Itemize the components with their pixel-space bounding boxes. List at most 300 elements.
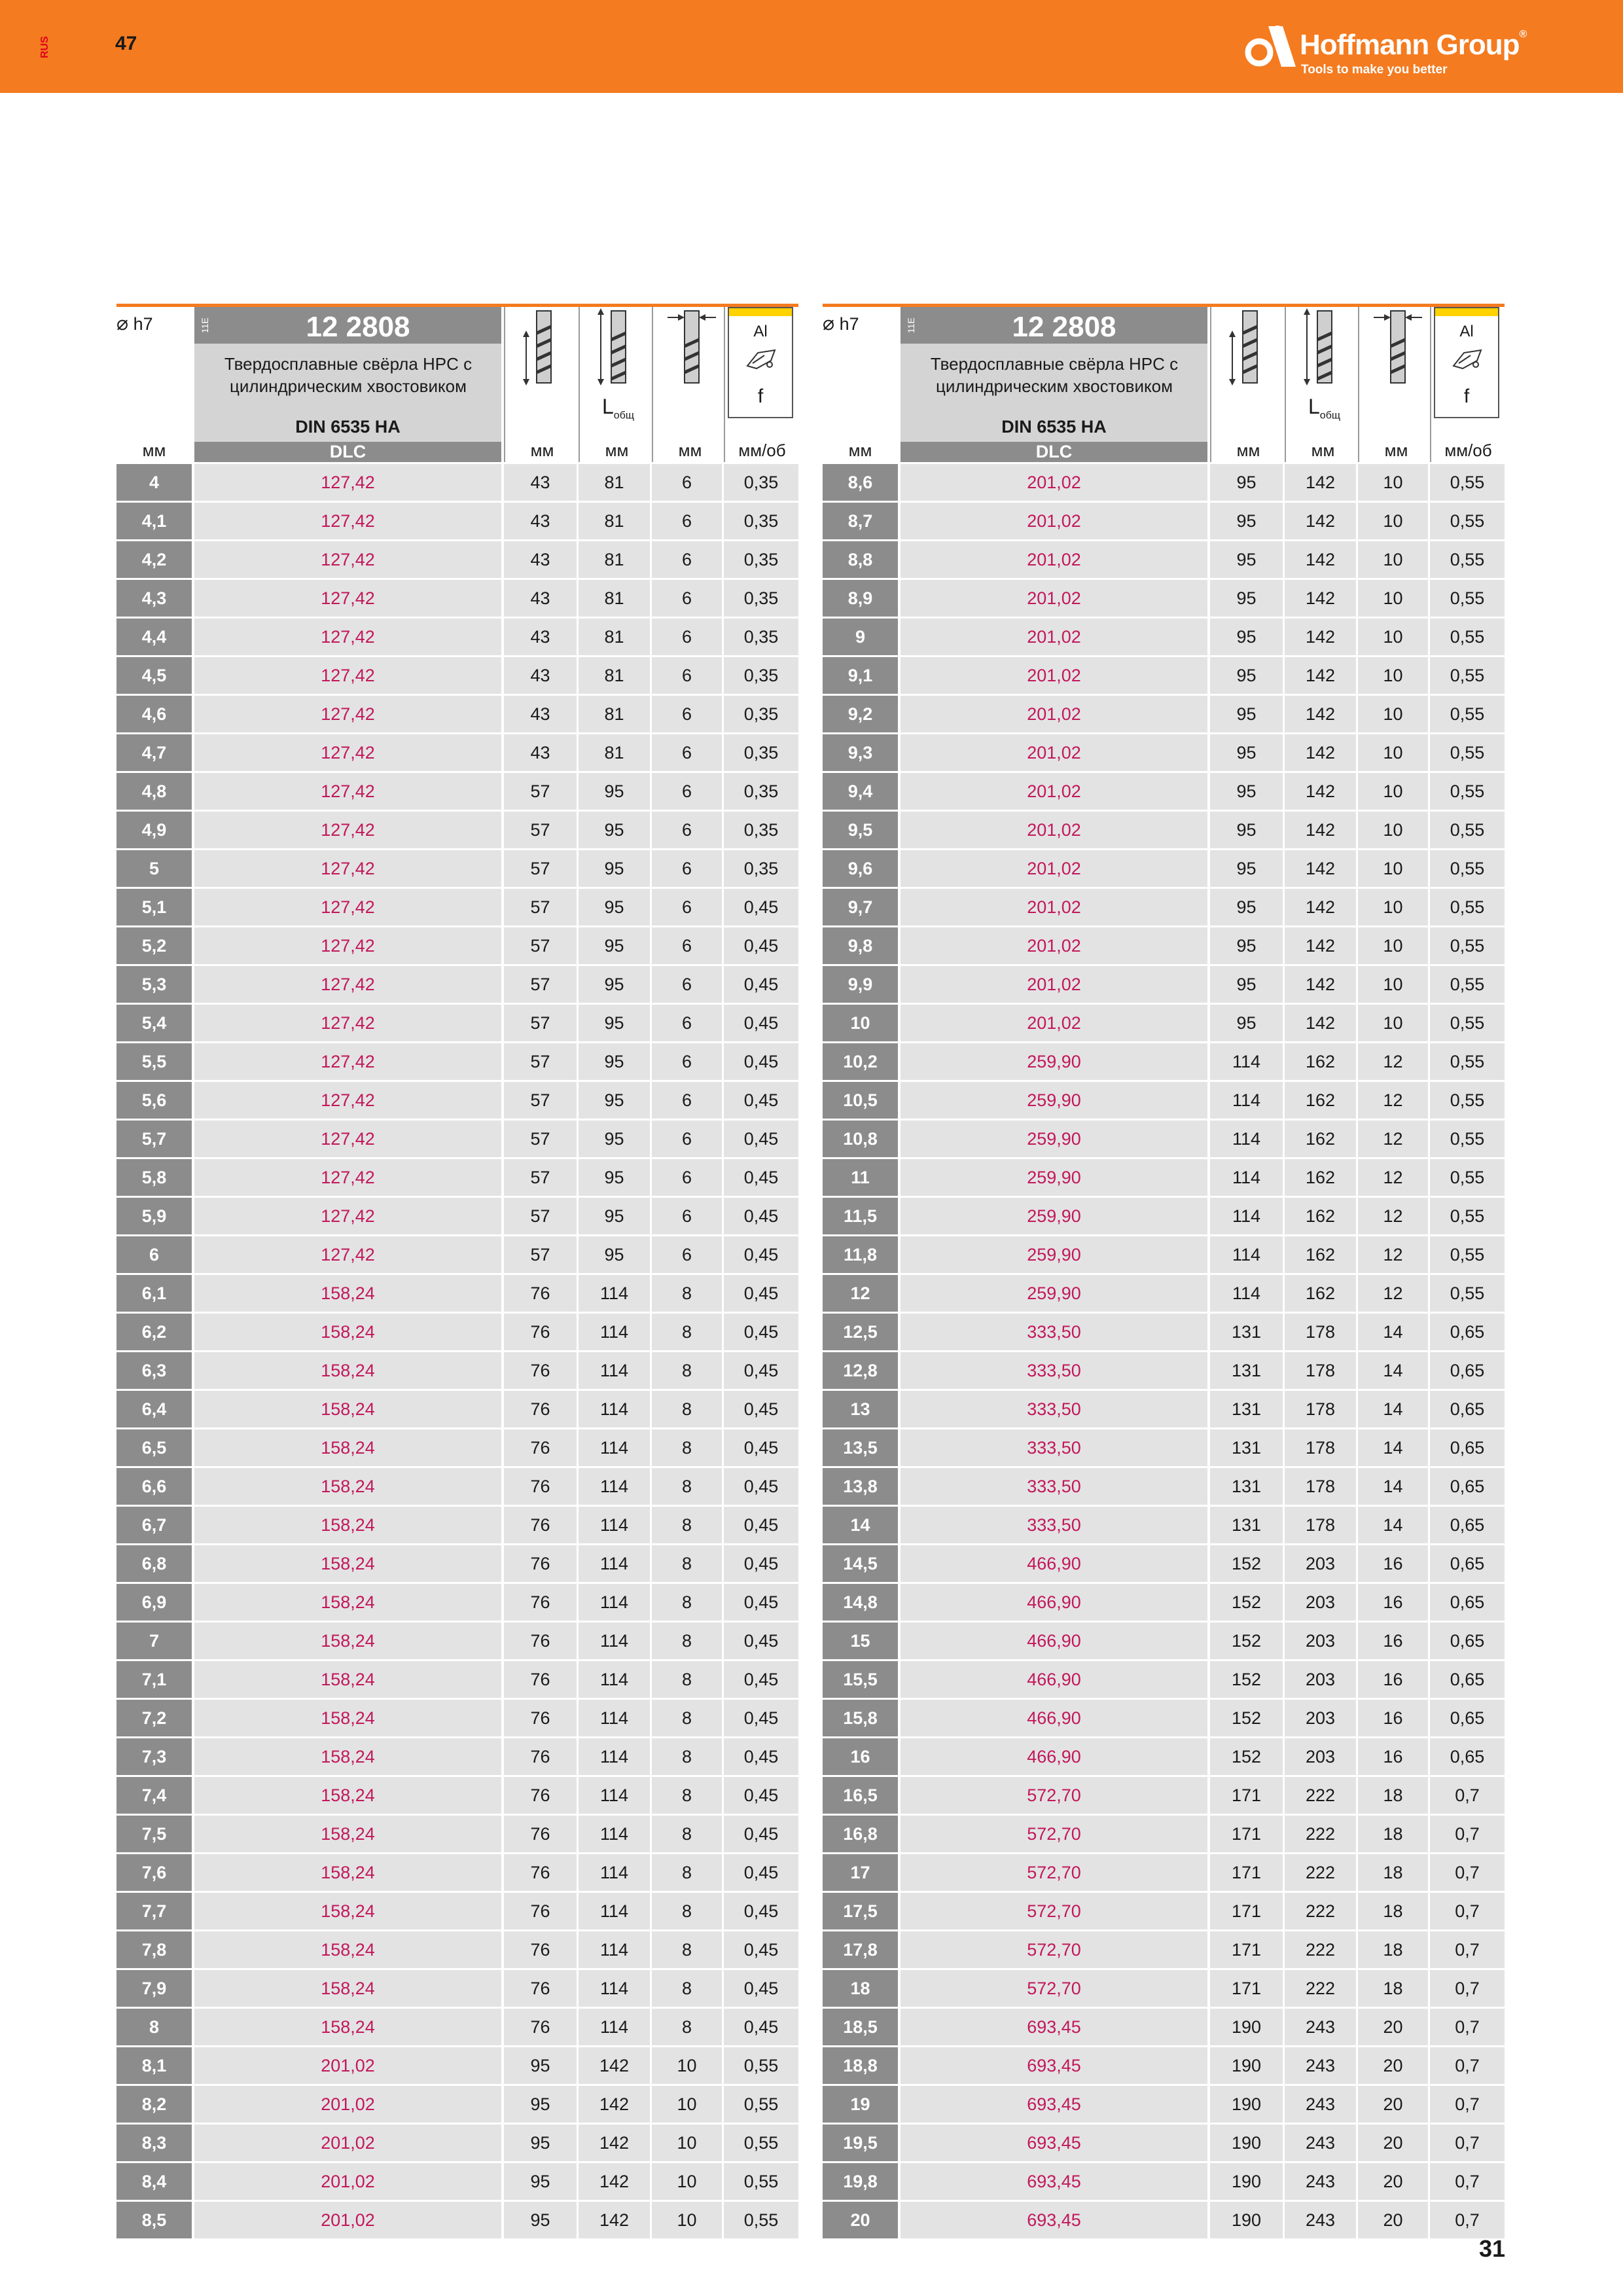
shank-diameter-cell: 8: [652, 1584, 722, 1621]
flute-length-cell: 190: [1210, 2202, 1283, 2238]
diameter-cell: 17: [823, 1854, 898, 1891]
total-length-cell: 243: [1285, 2009, 1356, 2045]
diameter-cell: 14,8: [823, 1584, 898, 1621]
table-row: [116, 1621, 798, 1659]
shank-diameter-cell: 10: [1358, 1005, 1428, 1041]
price-cell[interactable]: 201,02: [901, 927, 1207, 964]
price-cell[interactable]: 127,42: [194, 1082, 501, 1119]
shank-diameter-cell: 10: [1358, 812, 1428, 848]
feed-cell: 0,55: [1430, 1275, 1505, 1312]
price-cell[interactable]: 333,50: [901, 1314, 1207, 1350]
feed-cell: 0,45: [724, 1236, 798, 1273]
diameter-column-header: [116, 307, 192, 462]
price-cell[interactable]: 201,02: [194, 2163, 501, 2200]
flute-length-cell: 57: [504, 1198, 577, 1234]
price-cell[interactable]: 127,42: [194, 1159, 501, 1196]
table-row: [823, 2045, 1505, 2084]
feed-cell: 0,65: [1430, 1507, 1505, 1543]
total-length-cell: 95: [579, 1005, 650, 1041]
table-row: [116, 1350, 798, 1389]
price-cell[interactable]: 333,50: [901, 1468, 1207, 1505]
price-cell[interactable]: 259,90: [901, 1198, 1207, 1234]
diameter-cell: 8,5: [116, 2202, 192, 2238]
diameter-cell: 6,3: [116, 1352, 192, 1389]
total-length-cell: 81: [579, 734, 650, 771]
price-cell[interactable]: 158,24: [194, 2009, 501, 2045]
diameter-cell: 8,4: [116, 2163, 192, 2200]
diameter-cell: 18: [823, 1970, 898, 2007]
price-cell[interactable]: 127,42: [194, 734, 501, 771]
unit-label: мм: [848, 440, 872, 460]
table-row: [823, 925, 1505, 964]
flute-length-cell: 95: [1210, 850, 1283, 887]
table-row: [823, 2200, 1505, 2238]
price-cell[interactable]: 158,24: [194, 1468, 501, 1505]
price-cell[interactable]: 127,42: [194, 619, 501, 655]
price-cell[interactable]: 572,70: [901, 1931, 1207, 1968]
total-length-cell: 162: [1285, 1043, 1356, 1080]
feed-cell: 0,7: [1430, 2202, 1505, 2238]
feed-cell: 0,45: [724, 1970, 798, 2007]
price-cell[interactable]: 333,50: [901, 1507, 1207, 1543]
price-cell[interactable]: 333,50: [901, 1429, 1207, 1466]
shank-diameter-cell: 6: [652, 1005, 722, 1041]
shank-diameter-cell: 8: [652, 1391, 722, 1427]
price-cell[interactable]: 158,24: [194, 1352, 501, 1389]
unit-label: мм: [1384, 440, 1408, 460]
drill-flute-length-icon: [517, 307, 569, 405]
flute-length-cell: 43: [504, 580, 577, 617]
price-cell[interactable]: 127,42: [194, 657, 501, 694]
feed-cell: 0,45: [724, 1468, 798, 1505]
price-cell[interactable]: 693,45: [901, 2009, 1207, 2045]
total-length-cell: 114: [579, 1700, 650, 1736]
feed-cell: 0,45: [724, 1507, 798, 1543]
unit-label: мм: [1236, 440, 1260, 460]
diameter-cell: 4,8: [116, 773, 192, 810]
diameter-cell: 4,6: [116, 696, 192, 732]
table-row: [823, 1891, 1505, 1929]
price-cell[interactable]: 201,02: [901, 734, 1207, 771]
price-cell[interactable]: 201,02: [194, 2047, 501, 2084]
feed-cell: 0,55: [724, 2125, 798, 2161]
feed-cell: 0,45: [724, 966, 798, 1003]
flute-length-cell: 76: [504, 1661, 577, 1698]
price-cell[interactable]: 693,45: [901, 2086, 1207, 2123]
table-row: [823, 2123, 1505, 2161]
feed-cell: 0,65: [1430, 1584, 1505, 1621]
article-number: 12 2808: [306, 311, 410, 343]
flute-length-cell: 131: [1210, 1391, 1283, 1427]
diameter-cell: 8,9: [823, 580, 898, 617]
shank-diameter-cell: 16: [1358, 1545, 1428, 1582]
flute-length-cell: 43: [504, 734, 577, 771]
table-row: [116, 1157, 798, 1196]
table-row: [116, 810, 798, 848]
price-cell[interactable]: 158,24: [194, 1275, 501, 1312]
total-length-cell: 114: [579, 1545, 650, 1582]
price-cell[interactable]: 127,42: [194, 966, 501, 1003]
price-cell[interactable]: 201,02: [901, 580, 1207, 617]
total-length-cell: 142: [1285, 657, 1356, 694]
price-cell[interactable]: 127,42: [194, 1236, 501, 1273]
diameter-cell: 5,7: [116, 1121, 192, 1157]
price-cell[interactable]: 201,02: [901, 541, 1207, 578]
shank-diameter-cell: 10: [652, 2202, 722, 2238]
feed-cell: 0,45: [724, 1777, 798, 1814]
feed-column-header: [724, 307, 798, 462]
price-cell[interactable]: 201,02: [901, 696, 1207, 732]
feed-cell: 0,7: [1430, 2047, 1505, 2084]
feed-cell: 0,55: [724, 2086, 798, 2123]
flute-length-cell: 76: [504, 1970, 577, 2007]
price-cell[interactable]: 201,02: [901, 850, 1207, 887]
price-cell[interactable]: 572,70: [901, 1854, 1207, 1891]
brand-tagline: Tools to make you better: [1301, 63, 1448, 77]
flute-length-cell: 76: [504, 1468, 577, 1505]
flute-length-cell: 57: [504, 966, 577, 1003]
price-cell[interactable]: 259,90: [901, 1236, 1207, 1273]
flute-length-cell: 57: [504, 1121, 577, 1157]
coolant-chip-icon: [1451, 346, 1484, 372]
diameter-cell: 5,5: [116, 1043, 192, 1080]
shank-diameter-cell: 16: [1358, 1661, 1428, 1698]
feed-cell: 0,7: [1430, 1970, 1505, 2007]
total-length-cell: 81: [579, 619, 650, 655]
price-cell[interactable]: 333,50: [901, 1391, 1207, 1427]
price-cell[interactable]: 572,70: [901, 1816, 1207, 1852]
price-cell[interactable]: 127,42: [194, 1121, 501, 1157]
total-length-cell: 243: [1285, 2047, 1356, 2084]
total-length-cell: 142: [1285, 966, 1356, 1003]
flute-length-cell: 152: [1210, 1584, 1283, 1621]
price-cell[interactable]: 158,24: [194, 1507, 501, 1543]
diameter-cell: 8,6: [823, 464, 898, 501]
price-cell[interactable]: 572,70: [901, 1893, 1207, 1929]
price-cell[interactable]: 158,24: [194, 1816, 501, 1852]
shank-diameter-cell: 8: [652, 1545, 722, 1582]
price-cell[interactable]: 693,45: [901, 2047, 1207, 2084]
table-row: [823, 1157, 1505, 1196]
table-row: [116, 1968, 798, 2007]
table-row: [116, 1505, 798, 1543]
price-cell[interactable]: 127,42: [194, 541, 501, 578]
price-cell[interactable]: 693,45: [901, 2163, 1207, 2200]
diameter-cell: 4,3: [116, 580, 192, 617]
diameter-cell: 5,9: [116, 1198, 192, 1234]
table-body: [823, 462, 1505, 2238]
price-cell[interactable]: 201,02: [194, 2202, 501, 2238]
diameter-cell: 15,5: [823, 1661, 898, 1698]
price-cell[interactable]: 201,02: [901, 1005, 1207, 1041]
flute-length-cell: 171: [1210, 1816, 1283, 1852]
price-cell[interactable]: 158,24: [194, 1391, 501, 1427]
diameter-cell: 9,9: [823, 966, 898, 1003]
total-length-cell: 203: [1285, 1623, 1356, 1659]
total-length-cell: 114: [579, 1777, 650, 1814]
price-cell[interactable]: 466,90: [901, 1545, 1207, 1582]
feed-cell: 0,55: [1430, 1236, 1505, 1273]
total-length-cell: 162: [1285, 1198, 1356, 1234]
flute-length-cell: 95: [1210, 464, 1283, 501]
table-row: [116, 1736, 798, 1775]
price-cell[interactable]: 201,02: [901, 464, 1207, 501]
feed-cell: 0,55: [1430, 850, 1505, 887]
table-row: [116, 1814, 798, 1852]
total-length-label: L: [602, 395, 614, 418]
table-row: [823, 732, 1505, 771]
price-cell[interactable]: 201,02: [194, 2125, 501, 2161]
feed-cell: 0,35: [724, 696, 798, 732]
table-row: [116, 2045, 798, 2084]
price-cell[interactable]: 127,42: [194, 927, 501, 964]
price-cell[interactable]: 466,90: [901, 1738, 1207, 1775]
diameter-symbol: ⌀: [823, 313, 835, 334]
feed-cell: 0,45: [724, 1121, 798, 1157]
price-cell[interactable]: 466,90: [901, 1623, 1207, 1659]
table-row: [116, 694, 798, 732]
price-cell[interactable]: 127,42: [194, 773, 501, 810]
shank-diameter-cell: 10: [652, 2086, 722, 2123]
price-cell[interactable]: 127,42: [194, 889, 501, 925]
diameter-cell: 5: [116, 850, 192, 887]
price-cell[interactable]: 572,70: [901, 1777, 1207, 1814]
flute-length-cell: 114: [1210, 1198, 1283, 1234]
feed-label: f: [757, 386, 764, 407]
price-cell[interactable]: 127,42: [194, 812, 501, 848]
feed-cell: 0,35: [724, 503, 798, 539]
shank-diameter-cell: 20: [1358, 2009, 1428, 2045]
flute-length-cell: 171: [1210, 1970, 1283, 2007]
table-row: [823, 848, 1505, 887]
price-cell[interactable]: 259,90: [901, 1121, 1207, 1157]
price-cell[interactable]: 333,50: [901, 1352, 1207, 1389]
table-row: [823, 1312, 1505, 1350]
total-length-cell: 95: [579, 966, 650, 1003]
flute-length-cell: 171: [1210, 1931, 1283, 1968]
table-row: [823, 1775, 1505, 1814]
flute-length-cell: 95: [1210, 889, 1283, 925]
price-cell[interactable]: 572,70: [901, 1970, 1207, 2007]
shank-diameter-cell: 8: [652, 1623, 722, 1659]
table-row: [116, 848, 798, 887]
shank-diameter-cell: 18: [1358, 1931, 1428, 1968]
price-cell[interactable]: 158,24: [194, 1700, 501, 1736]
table-row: [823, 462, 1505, 501]
table-row: [823, 964, 1505, 1003]
shank-diameter-cell: 6: [652, 541, 722, 578]
price-cell[interactable]: 158,24: [194, 1893, 501, 1929]
flute-length-cell: 190: [1210, 2125, 1283, 2161]
shank-diameter-cell: 6: [652, 773, 722, 810]
feed-cell: 0,35: [724, 619, 798, 655]
total-length-cell: 81: [579, 464, 650, 501]
diameter-cell: 9,7: [823, 889, 898, 925]
flute-length-cell: 95: [1210, 812, 1283, 848]
flute-length-cell: 95: [1210, 619, 1283, 655]
flute-length-cell: 76: [504, 1700, 577, 1736]
series-code: 11E: [200, 317, 210, 333]
shank-diameter-cell: 14: [1358, 1391, 1428, 1427]
feed-cell: 0,65: [1430, 1700, 1505, 1736]
diameter-symbol: ⌀: [116, 313, 129, 334]
shank-diameter-cell: 8: [652, 1429, 722, 1466]
table-row: [116, 1196, 798, 1234]
diameter-cell: 5,6: [116, 1082, 192, 1119]
price-cell[interactable]: 201,02: [901, 773, 1207, 810]
product-description: Твердосплавные свёрла HPC с цилиндрическим хвостовиком: [224, 354, 473, 396]
flute-length-cell: 57: [504, 927, 577, 964]
diameter-cell: 8: [116, 2009, 192, 2045]
total-length-cell: 142: [1285, 812, 1356, 848]
shank-diameter-cell: 10: [1358, 580, 1428, 617]
price-cell[interactable]: 466,90: [901, 1661, 1207, 1698]
shank-diameter-cell: 6: [652, 812, 722, 848]
flute-length-cell: 190: [1210, 2163, 1283, 2200]
total-length-cell: 142: [1285, 850, 1356, 887]
table-row: [116, 1427, 798, 1466]
feed-cell: 0,35: [724, 464, 798, 501]
table-row: [116, 1775, 798, 1814]
total-length-cell: 81: [579, 580, 650, 617]
flute-length-cell: 95: [504, 2163, 577, 2200]
price-cell[interactable]: 127,42: [194, 1043, 501, 1080]
feed-cell: 0,45: [724, 1700, 798, 1736]
table-row: [116, 1119, 798, 1157]
total-length-cell: 222: [1285, 1931, 1356, 1968]
feed-cell: 0,45: [724, 1816, 798, 1852]
diameter-cell: 5,3: [116, 966, 192, 1003]
price-cell[interactable]: 158,24: [194, 1661, 501, 1698]
table-row: [823, 1621, 1505, 1659]
price-cell[interactable]: 158,24: [194, 1931, 501, 1968]
shank-diameter-cell: 20: [1358, 2125, 1428, 2161]
total-length-cell: 114: [579, 1738, 650, 1775]
flute-length-cell: 114: [1210, 1159, 1283, 1196]
table-row: [116, 732, 798, 771]
flute-length-cell: 76: [504, 1275, 577, 1312]
total-length-cell: 178: [1285, 1352, 1356, 1389]
price-cell[interactable]: 127,42: [194, 464, 501, 501]
flute-length-cell: 95: [1210, 773, 1283, 810]
price-cell[interactable]: 158,24: [194, 1429, 501, 1466]
total-length-cell: 178: [1285, 1468, 1356, 1505]
price-cell[interactable]: 466,90: [901, 1584, 1207, 1621]
price-cell[interactable]: 466,90: [901, 1700, 1207, 1736]
price-cell[interactable]: 158,24: [194, 1584, 501, 1621]
price-cell[interactable]: 201,02: [901, 503, 1207, 539]
price-cell[interactable]: 259,90: [901, 1159, 1207, 1196]
unit-label: мм: [605, 440, 629, 460]
diameter-cell: 4,1: [116, 503, 192, 539]
shank-diameter-cell: 8: [652, 1352, 722, 1389]
table-row: [116, 1582, 798, 1621]
shank-diameter-cell: 12: [1358, 1082, 1428, 1119]
price-cell[interactable]: 201,02: [901, 619, 1207, 655]
price-cell[interactable]: 693,45: [901, 2202, 1207, 2238]
coating-label: DLC: [901, 442, 1207, 462]
table-row: [823, 578, 1505, 617]
price-cell[interactable]: 127,42: [194, 850, 501, 887]
flute-length-cell: 152: [1210, 1623, 1283, 1659]
flute-length-cell: 76: [504, 1738, 577, 1775]
total-length-cell: 142: [1285, 503, 1356, 539]
diameter-cell: 9,4: [823, 773, 898, 810]
price-cell[interactable]: 259,90: [901, 1082, 1207, 1119]
price-cell[interactable]: 158,24: [194, 1854, 501, 1891]
total-length-cell: 203: [1285, 1738, 1356, 1775]
diameter-cell: 7,8: [116, 1931, 192, 1968]
flute-length-cell: 114: [1210, 1236, 1283, 1273]
shank-diameter-cell: 8: [652, 1893, 722, 1929]
product-header: [194, 307, 501, 462]
shank-diameter-cell: 12: [1358, 1121, 1428, 1157]
feed-cell: 0,55: [1430, 734, 1505, 771]
price-cell[interactable]: 259,90: [901, 1275, 1207, 1312]
price-cell[interactable]: 158,24: [194, 1777, 501, 1814]
total-length-cell: 81: [579, 541, 650, 578]
feed-cell: 0,55: [1430, 1198, 1505, 1234]
price-cell[interactable]: 201,02: [194, 2086, 501, 2123]
table-row: [116, 2123, 798, 2161]
price-cell[interactable]: 201,02: [901, 812, 1207, 848]
diameter-cell: 7,1: [116, 1661, 192, 1698]
feed-cell: 0,45: [724, 1623, 798, 1659]
feed-cell: 0,45: [724, 1854, 798, 1891]
price-cell[interactable]: 201,02: [901, 889, 1207, 925]
diameter-cell: 6,6: [116, 1468, 192, 1505]
feed-cell: 0,35: [724, 734, 798, 771]
flute-length-cell: 76: [504, 1391, 577, 1427]
diameter-cell: 19: [823, 2086, 898, 2123]
feed-cell: 0,35: [724, 773, 798, 810]
table-row: [116, 2084, 798, 2123]
price-cell[interactable]: 201,02: [901, 657, 1207, 694]
table-row: [116, 1852, 798, 1891]
shank-diameter-cell: 10: [1358, 464, 1428, 501]
feed-cell: 0,65: [1430, 1623, 1505, 1659]
product-header: [901, 307, 1207, 462]
flute-length-cell: 95: [1210, 657, 1283, 694]
price-cell[interactable]: 158,24: [194, 1738, 501, 1775]
registered-mark: ®: [1519, 29, 1527, 40]
price-cell[interactable]: 127,42: [194, 503, 501, 539]
shank-diameter-cell: 20: [1358, 2202, 1428, 2238]
product-standard: DIN 6535 HA: [295, 417, 401, 437]
price-cell[interactable]: 158,24: [194, 1314, 501, 1350]
flute-length-cell: 57: [504, 1043, 577, 1080]
price-cell[interactable]: 259,90: [901, 1043, 1207, 1080]
price-cell[interactable]: 201,02: [901, 966, 1207, 1003]
diameter-cell: 7,3: [116, 1738, 192, 1775]
price-cell[interactable]: 158,24: [194, 1545, 501, 1582]
price-cell[interactable]: 127,42: [194, 1005, 501, 1041]
price-cell[interactable]: 127,42: [194, 1198, 501, 1234]
price-cell[interactable]: 158,24: [194, 1623, 501, 1659]
total-length-cell: 142: [1285, 464, 1356, 501]
price-cell[interactable]: 127,42: [194, 696, 501, 732]
total-length-cell: 142: [579, 2125, 650, 2161]
table-row: [116, 1312, 798, 1350]
shank-diameter-cell: 8: [652, 1931, 722, 1968]
table-row: [823, 539, 1505, 578]
shank-diameter-cell: 14: [1358, 1507, 1428, 1543]
price-cell[interactable]: 158,24: [194, 1970, 501, 2007]
price-cell[interactable]: 693,45: [901, 2125, 1207, 2161]
shank-diameter-cell: 6: [652, 657, 722, 694]
flute-length-cell: 95: [1210, 580, 1283, 617]
price-cell[interactable]: 127,42: [194, 580, 501, 617]
